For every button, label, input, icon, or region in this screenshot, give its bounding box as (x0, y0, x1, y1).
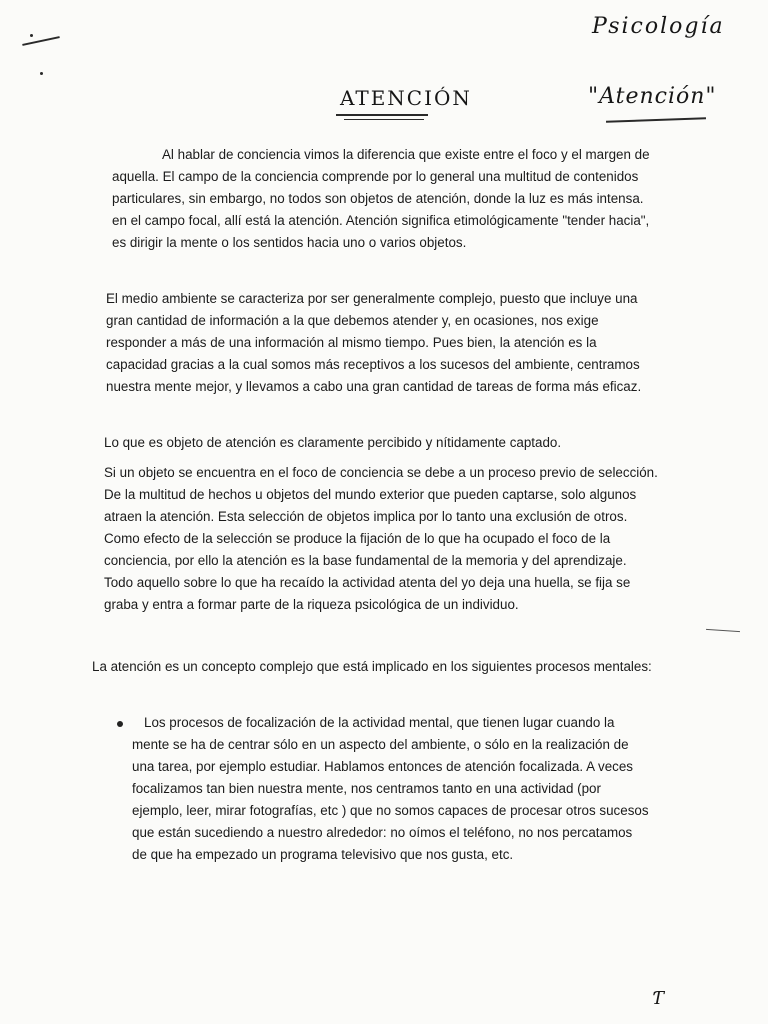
pen-stroke-mark (22, 36, 60, 46)
handwritten-subject: Psicología (592, 14, 725, 39)
list-item: Los procesos de focalización de la actividad mental, que tienen lugar cuando la mente se ha de centrar sólo en un aspecto del ambiente, o sólo en la realización de una tarea, por ejemplo estudiar. Hablamos entonces de atención focalizada. A veces focalizamos tan bien nuestra mente, nos centramos tanto en una actividad (por ejemplo, leer, mirar fotografías, etc ) que no somos capaces de procesar otros sucesos que están sucediendo a nuestro alrededor: no oímos el teléfono, no nos percatamos de que ha empezado un programa televisivo que nos gusta, etc. (132, 715, 649, 862)
paragraph-4: Si un objeto se encuentra en el foco de conciencia se debe a un proceso previo de selección. De la multitud de hechos u objetos del mundo exterior que pueden captarse, solo algunos atraen la atención. Esta selección de objetos implica por lo tanto una exclusión de otros. Como efecto de la selección se produce la fijación de lo que ha ocupado el foco de la conciencia, por ello la atención es la base fundamental de la memoria y del aprendizaje. Todo aquello sobre lo que ha recaído la actividad atenta del yo deja una huella, se fija se graba y entra a formar parte de la riqueza psicológica de un individuo. (104, 465, 658, 612)
margin-line-mark (706, 629, 740, 632)
handwritten-page-mark: Ƭ (652, 988, 666, 1009)
title-underline (336, 114, 428, 116)
title-underline (344, 119, 424, 120)
bullet-icon (117, 721, 123, 727)
pen-dot-mark (40, 72, 43, 75)
paragraph-2: El medio ambiente se caracteriza por ser generalmente complejo, puesto que incluye una gran cantidad de información a la que debemos atender y, en ocasiones, nos exige responder a más de una información al mismo tiempo. Pues bien, la atención es la capacidad gracias a la cual somos más receptivos a los sucesos del ambiente, centramos nuestra mente mejor, y llevamos a cabo una gran cantidad de tareas de forma más eficaz. (106, 291, 642, 394)
paragraph-5: La atención es un concepto complejo que está implicado en los siguientes procesos mentales: (92, 659, 652, 674)
pen-dot-mark (30, 34, 33, 37)
handwritten-underline (606, 117, 706, 122)
paragraph-1: Al hablar de conciencia vimos la diferencia que existe entre el foco y el margen de aquella. El campo de la conciencia comprende por lo general una multitud de contenidos particulares, sin embargo, no todos son objetos de atención, donde la luz es más intensa. en el campo focal, allí está la atención. Atención significa etimológicamente "tender hacia", es dirigir la mente o los sentidos hacia uno o varios objetos. (112, 147, 650, 250)
handwritten-topic: "Atención" (588, 84, 717, 109)
paragraph-3: Lo que es objeto de atención es claramente percibido y nítidamente captado. (104, 435, 562, 450)
page-title: ATENCIÓN (340, 86, 472, 110)
